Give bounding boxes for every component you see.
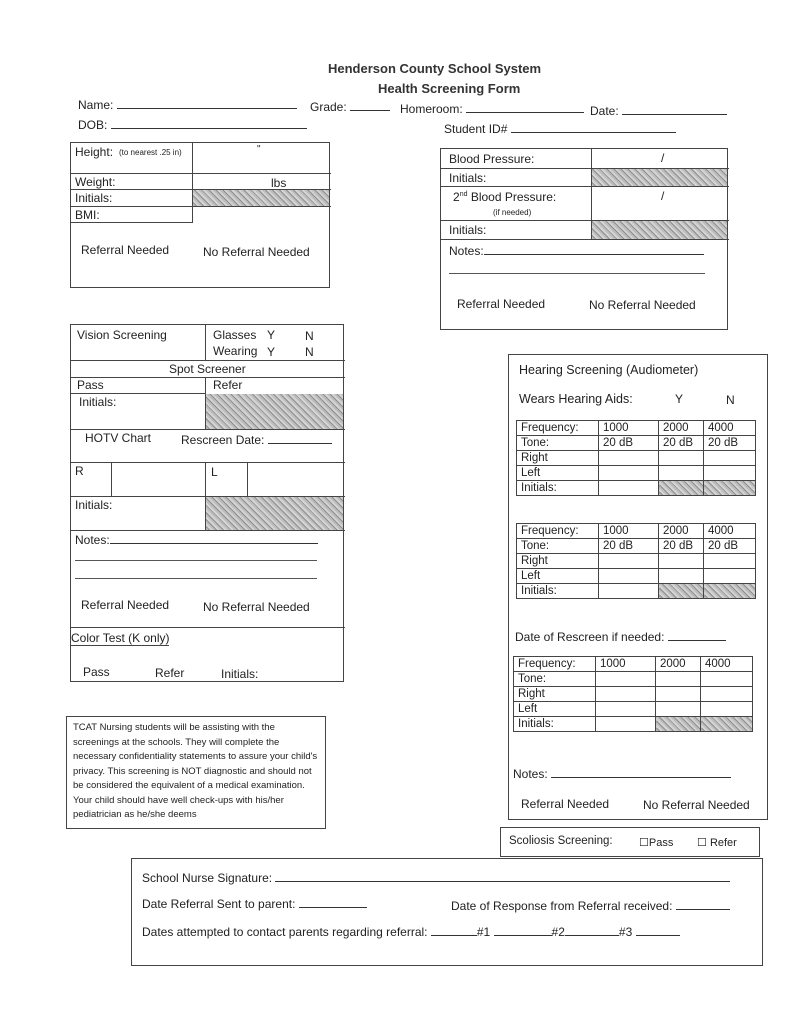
bp-label: Blood Pressure: <box>449 152 535 166</box>
rescreen-date-field[interactable]: Rescreen Date: <box>181 431 332 447</box>
hotv-chart-label: HOTV Chart <box>85 431 152 445</box>
table-cell[interactable] <box>596 717 656 732</box>
table-cell: 1000 <box>599 524 659 539</box>
table-cell[interactable] <box>704 466 756 481</box>
homeroom-field[interactable] <box>400 100 584 116</box>
referral-sent-field[interactable]: Date Referral Sent to parent: <box>142 895 367 911</box>
hearing-referral-needed[interactable]: Referral Needed <box>521 797 610 811</box>
table-row <box>517 524 756 539</box>
hearing-table-1 <box>516 420 756 496</box>
vision-no-referral-needed[interactable]: No Referral Needed <box>203 600 310 614</box>
vision-initials-shaded <box>206 394 343 429</box>
table-cell[interactable] <box>701 672 753 687</box>
table-cell[interactable] <box>596 702 656 717</box>
weight-unit: lbs <box>271 176 287 190</box>
wearing-yes[interactable]: Y <box>267 345 276 359</box>
scoliosis-label: Scoliosis Screening: <box>509 835 613 847</box>
hearing-table-3 <box>513 656 753 732</box>
bmi-label: BMI: <box>75 208 100 222</box>
table-cell[interactable] <box>599 481 659 496</box>
grade-label: Grade: <box>310 100 347 114</box>
bp2-label: 2nd Blood Pressure: <box>453 190 557 204</box>
table-cell: 20 dB <box>704 436 756 451</box>
notice-box <box>66 716 326 829</box>
nurse-box <box>131 858 763 966</box>
color-pass[interactable]: Pass <box>83 665 110 679</box>
bp2-initials-label: Initials: <box>449 223 487 237</box>
table-cell[interactable] <box>659 451 704 466</box>
bp2-initials-shaded <box>592 221 727 239</box>
hearing-no-referral-needed[interactable]: No Referral Needed <box>643 798 750 812</box>
body-measures-box <box>70 142 330 288</box>
initials-shaded <box>193 190 329 206</box>
table-cell: 2000 <box>659 421 704 436</box>
table-cell: 20 dB <box>599 539 659 554</box>
table-row <box>514 717 753 732</box>
table-cell: Tone: <box>517 539 599 554</box>
bp-no-referral-needed[interactable]: No Referral Needed <box>589 298 696 312</box>
table-row <box>517 466 756 481</box>
table-cell[interactable] <box>659 466 704 481</box>
bp2-note: (if needed) <box>493 208 532 217</box>
bp-initials-shaded <box>592 169 727 186</box>
bp-slash: / <box>661 151 665 165</box>
right-eye-label: R <box>75 464 84 478</box>
table-cell[interactable] <box>704 569 756 584</box>
name-label: Name: <box>78 98 114 112</box>
blood-pressure-box <box>440 148 728 330</box>
table-row <box>517 569 756 584</box>
table-cell: Left <box>517 569 599 584</box>
hearing-aids-yes[interactable]: Y <box>675 392 684 406</box>
color-test-label: Color Test (K only) <box>71 631 170 645</box>
table-cell-shaded <box>704 584 756 599</box>
student-id-field[interactable] <box>444 120 676 136</box>
table-cell: Tone: <box>517 436 599 451</box>
table-cell: 1000 <box>596 657 656 672</box>
form-title: Henderson County School System <box>328 61 542 76</box>
table-cell[interactable] <box>659 569 704 584</box>
table-cell: Frequency: <box>514 657 596 672</box>
scoliosis-pass-option[interactable]: ☐Pass <box>639 837 674 849</box>
hearing-notes-field[interactable]: Notes: <box>513 765 731 781</box>
vision-box <box>70 324 344 682</box>
table-row <box>514 657 753 672</box>
table-cell-shaded <box>701 717 753 732</box>
table-cell[interactable] <box>599 554 659 569</box>
vision-initials2-label: Initials: <box>75 498 113 512</box>
table-row <box>514 702 753 717</box>
checkbox-icon[interactable]: ☐ <box>697 837 707 849</box>
vision-referral-needed[interactable]: Referral Needed <box>81 598 170 612</box>
glasses-label: Glasses <box>213 328 257 342</box>
initials-label: Initials: <box>75 191 113 205</box>
table-cell: 4000 <box>701 657 753 672</box>
dob-field[interactable] <box>78 116 307 132</box>
wearing-label: Wearing <box>213 344 258 358</box>
table-cell: 2000 <box>656 657 701 672</box>
scoliosis-refer-option[interactable]: ☐ Refer <box>697 837 737 849</box>
vision-title: Vision Screening <box>77 328 167 342</box>
referral-needed[interactable]: Referral Needed <box>81 243 170 257</box>
table-cell[interactable] <box>599 466 659 481</box>
weight-label: Weight: <box>75 175 116 189</box>
table-cell[interactable] <box>704 554 756 569</box>
rescreen-date-field[interactable]: Date of Rescreen if needed: <box>515 628 726 644</box>
hearing-aids-label: Wears Hearing Aids: <box>519 392 633 406</box>
table-cell[interactable] <box>656 702 701 717</box>
table-cell: Right <box>517 451 599 466</box>
table-cell: Initials: <box>514 717 596 732</box>
table-cell-shaded <box>659 481 704 496</box>
vision-initials2-shaded <box>206 497 343 530</box>
wearing-no[interactable]: N <box>305 345 314 359</box>
table-row <box>517 584 756 599</box>
dob-label: DOB: <box>78 118 108 132</box>
table-row <box>517 436 756 451</box>
response-received-field[interactable]: Date of Response from Referral received: <box>451 897 730 913</box>
hearing-table-2 <box>516 523 756 599</box>
date-label: Date: <box>590 104 619 118</box>
vision-notes-field[interactable]: Notes: <box>75 531 318 547</box>
name-field[interactable] <box>78 96 297 112</box>
table-cell[interactable] <box>701 687 753 702</box>
table-cell[interactable] <box>656 672 701 687</box>
table-cell[interactable] <box>599 569 659 584</box>
table-row <box>517 481 756 496</box>
table-row <box>517 554 756 569</box>
hearing-aids-no[interactable]: N <box>726 393 735 407</box>
color-initials: Initials: <box>221 667 259 681</box>
table-cell: Right <box>514 687 596 702</box>
table-cell[interactable] <box>596 672 656 687</box>
color-refer[interactable]: Refer <box>155 666 185 680</box>
student-id-label: Student ID# <box>444 122 508 136</box>
grade-field[interactable] <box>310 98 390 114</box>
table-cell: 20 dB <box>659 436 704 451</box>
notice-text: TCAT Nursing students will be assisting with the screenings at the schools. They will complete the necessary confidentiality statements to assure your child's privacy. This screening is NOT diagnostic and should not be considered the equivalent of a medical examination. Your child should have well check-ups with his/her pediatrician as he/she deems <box>73 722 318 820</box>
bp2-slash: / <box>661 189 665 203</box>
table-cell: Tone: <box>514 672 596 687</box>
table-cell: Initials: <box>517 584 599 599</box>
no-referral-needed[interactable]: No Referral Needed <box>203 245 310 259</box>
height-note: (to nearest .25 in) <box>119 148 182 157</box>
table-cell-shaded <box>704 481 756 496</box>
bp-initials-label: Initials: <box>449 171 487 185</box>
spot-pass[interactable]: Pass <box>77 378 104 392</box>
table-cell[interactable] <box>596 687 656 702</box>
table-cell[interactable] <box>701 702 753 717</box>
table-row <box>514 672 753 687</box>
height-label: Height: <box>75 145 114 159</box>
nurse-signature-field[interactable]: School Nurse Signature: <box>142 869 730 885</box>
glasses-no[interactable]: N <box>305 329 314 343</box>
table-cell: 20 dB <box>599 436 659 451</box>
table-row <box>517 451 756 466</box>
contact-attempts-field[interactable]: Dates attempted to contact parents regarding referral: #1 #2 #3 <box>142 923 680 939</box>
table-cell: Frequency: <box>517 524 599 539</box>
bp-referral-needed[interactable]: Referral Needed <box>457 297 546 311</box>
table-row <box>517 539 756 554</box>
table-cell: Left <box>514 702 596 717</box>
table-cell-shaded <box>659 584 704 599</box>
glasses-yes[interactable]: Y <box>267 328 276 342</box>
height-unit: " <box>257 144 261 155</box>
spot-refer[interactable]: Refer <box>213 378 243 392</box>
table-row <box>514 687 753 702</box>
table-cell: 2000 <box>659 524 704 539</box>
table-cell: 20 dB <box>659 539 704 554</box>
table-cell[interactable] <box>656 687 701 702</box>
table-cell-shaded <box>656 717 701 732</box>
table-cell: 20 dB <box>704 539 756 554</box>
spot-screener-label: Spot Screener <box>169 362 246 376</box>
checkbox-icon[interactable]: ☐ <box>639 837 649 849</box>
table-row <box>517 421 756 436</box>
homeroom-label: Homeroom: <box>400 102 463 116</box>
table-cell: Left <box>517 466 599 481</box>
table-cell: 4000 <box>704 524 756 539</box>
table-cell[interactable] <box>659 554 704 569</box>
table-cell: Right <box>517 554 599 569</box>
table-cell: 1000 <box>599 421 659 436</box>
table-cell[interactable] <box>599 451 659 466</box>
table-cell[interactable] <box>704 451 756 466</box>
scoliosis-box <box>500 827 760 857</box>
hearing-title: Hearing Screening (Audiometer) <box>519 363 699 377</box>
table-cell: Initials: <box>517 481 599 496</box>
table-cell: 4000 <box>704 421 756 436</box>
vision-initials-label: Initials: <box>79 395 117 409</box>
bp-notes-field[interactable]: Notes: <box>449 242 704 258</box>
form-subtitle: Health Screening Form <box>378 81 521 96</box>
table-cell: Frequency: <box>517 421 599 436</box>
left-eye-label: L <box>211 465 218 479</box>
table-cell[interactable] <box>599 584 659 599</box>
date-field[interactable] <box>590 102 727 118</box>
